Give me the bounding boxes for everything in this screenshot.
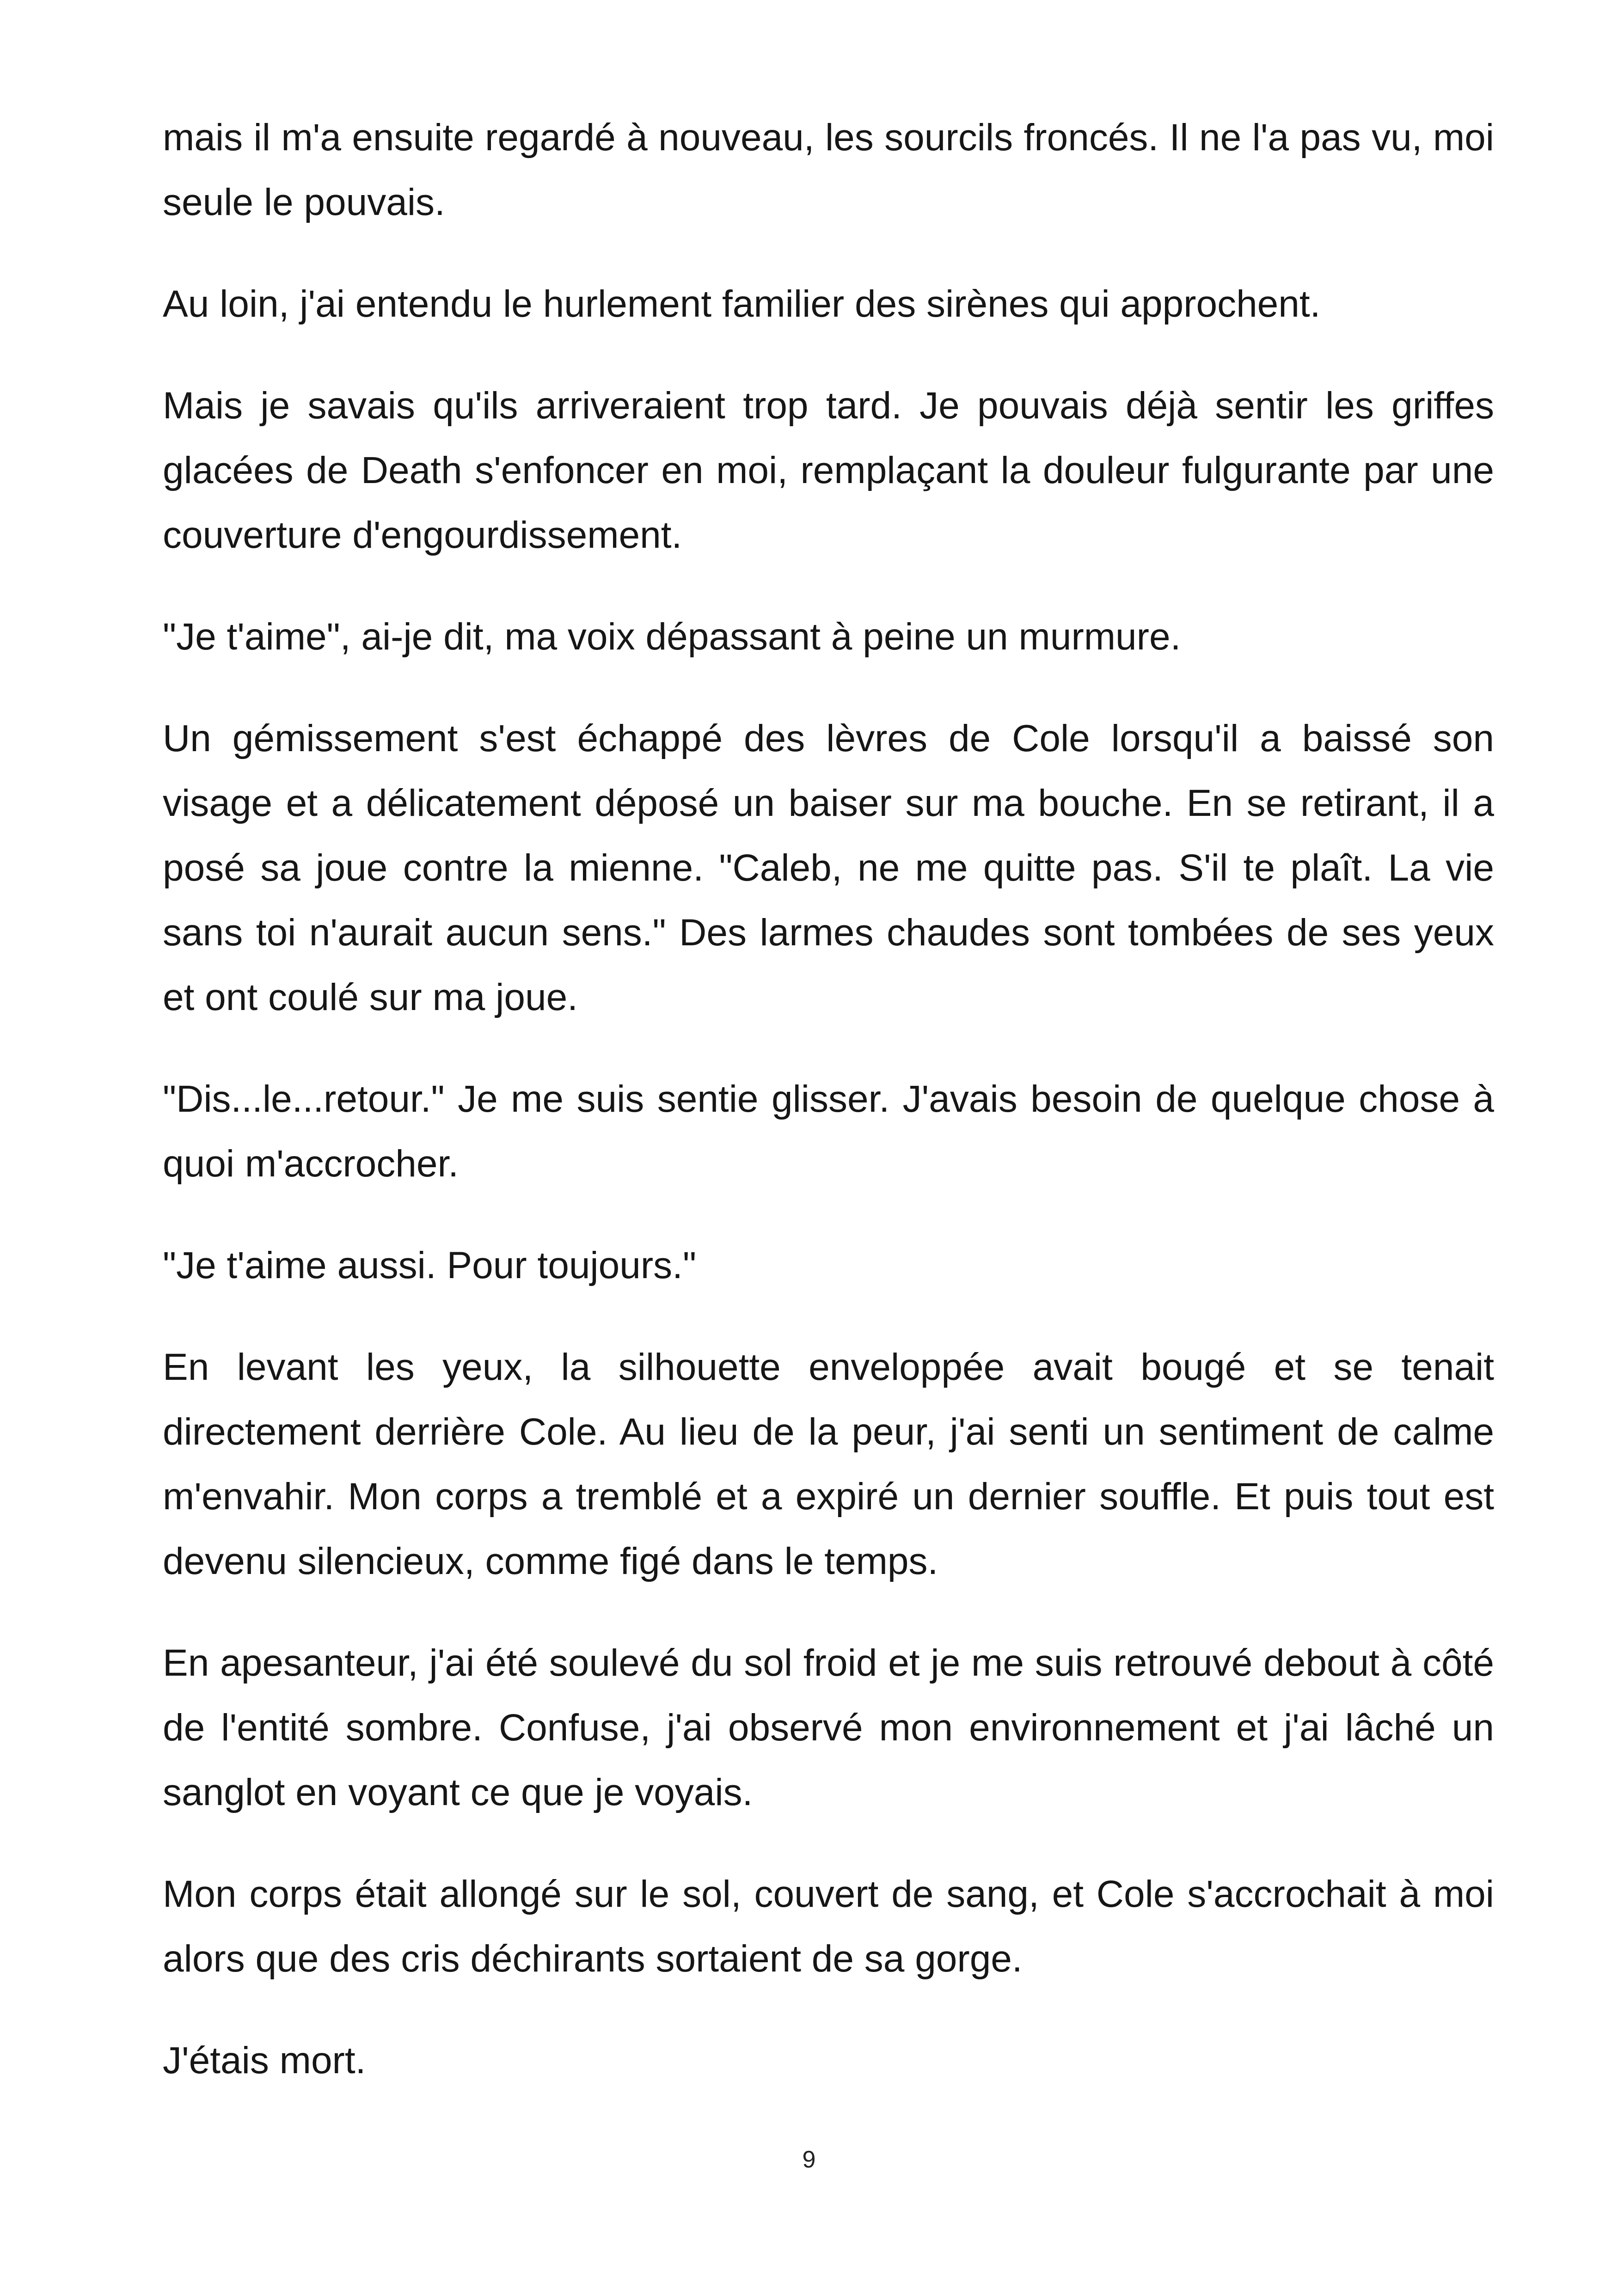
page-number: 9 (802, 2146, 816, 2173)
paragraph-9: En apesanteur, j'ai été soulevé du sol froid et je me suis retrouvé debout à côté de l'entité sombre. Confuse, j'ai observé mon environnement et j'ai lâché un sanglot en voyant ce que je voyais. (163, 1642, 1494, 1813)
paragraph-1: mais il m'a ensuite regardé à nouveau, les sourcils froncés. Il ne l'a pas vu, moi seule le pouvais. (163, 116, 1494, 223)
paragraph-7: "Je t'aime aussi. Pour toujours." (163, 1244, 697, 1286)
paragraph-2: Au loin, j'ai entendu le hurlement familier des sirènes qui approchent. (163, 283, 1321, 325)
paragraph-10: Mon corps était allongé sur le sol, couvert de sang, et Cole s'accrochait à moi alors que des cris déchirants sortaient de sa gorge. (163, 1873, 1494, 1980)
paragraph-11: J'étais mort. (163, 2039, 366, 2082)
paragraph-3: Mais je savais qu'ils arriveraient trop tard. Je pouvais déjà sentir les griffes glacées de Death s'enfoncer en moi, remplaçant la douleur fulgurante par une couverture d'engourdissement. (163, 385, 1494, 556)
paragraph-8: En levant les yeux, la silhouette enveloppée avait bougé et se tenait directement derrière Cole. Au lieu de la peur, j'ai senti un sentiment de calme m'envahir. Mon corps a tremblé et a expiré un dernier souffle. Et puis tout est devenu silencieux, comme figé dans le temps. (163, 1346, 1494, 1582)
paragraph-4: "Je t'aime", ai-je dit, ma voix dépassant à peine un murmure. (163, 616, 1181, 658)
paragraph-6: "Dis...le...retour." Je me suis sentie glisser. J'avais besoin de quelque chose à quoi m'accrocher. (163, 1078, 1494, 1185)
paragraph-5: Un gémissement s'est échappé des lèvres de Cole lorsqu'il a baissé son visage et a délicatement déposé un baiser sur ma bouche. En se retirant, il a posé sa joue contre la mienne. "Caleb, ne me quitte pas. S'il te plaît. La vie sans toi n'aurait aucun sens." Des larmes chaudes sont tombées de ses yeux et ont coulé sur ma joue. (163, 717, 1494, 1018)
body-text (163, 105, 1494, 2130)
